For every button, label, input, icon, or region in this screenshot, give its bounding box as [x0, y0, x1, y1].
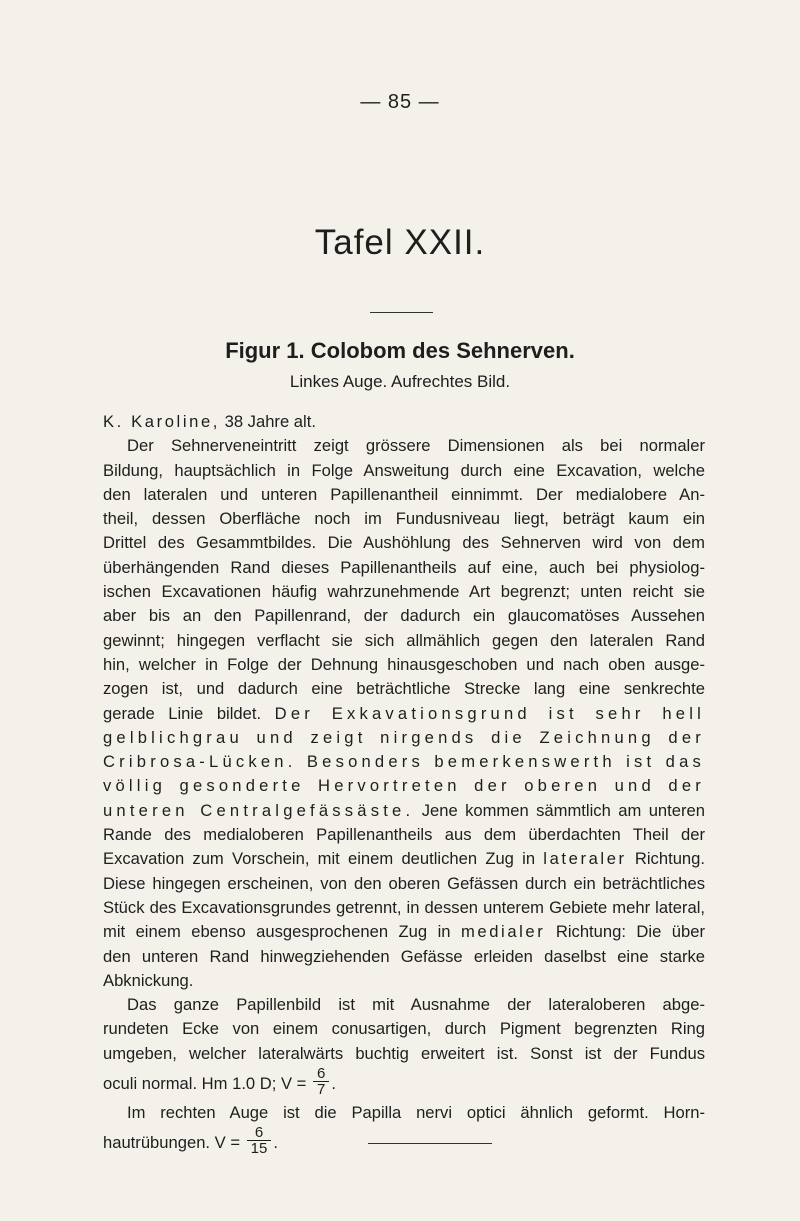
text-span: Jene kommen sämmtlich am unteren [421, 800, 705, 820]
figure-subtitle: Linkes Auge. Aufrechtes Bild. [289, 372, 511, 391]
text-span: oculi normal. Hm 1.0 D; V = [103, 1074, 307, 1094]
fraction-denominator: 7 [316, 1081, 326, 1099]
patient-age: 38 Jahre alt. [224, 412, 316, 431]
text-line [103, 1066, 705, 1101]
visus-fraction [247, 1125, 272, 1156]
text-span: Richtung. [634, 849, 705, 869]
text-line [103, 799, 705, 823]
text-line: ischen Excavationen häufig wahrzunehmende Art begrenzt; unten reicht sie [103, 582, 705, 602]
text-line: Das ganze Papillenbild ist mit Ausnahme der lateraloberen abge- [127, 995, 705, 1015]
emphasis-span: unteren Centralgefässäste. [103, 800, 415, 820]
visus-fraction [313, 1066, 329, 1097]
text-line [103, 702, 705, 726]
text-line: Abknickung. [103, 970, 194, 990]
emphasis-span: Der Exkavationsgrund ist sehr hell [274, 703, 705, 723]
text-span: Excavation zum Vorschein, mit einem deutlichen Zug in [103, 849, 536, 869]
emphasis-line: Cribrosa-Lücken. Besonders bemerkenswerth ist das [103, 752, 705, 772]
patient-name: K. Karoline, [103, 412, 220, 431]
emphasis-line: völlig gesonderte Hervortreten der oberen und der [103, 776, 705, 796]
patient-line [103, 410, 705, 434]
plate-title: Tafel XXII. [314, 223, 486, 262]
case-description [103, 410, 705, 1160]
title-divider [370, 312, 433, 313]
text-line: aber bis an den Papillenrand, der dadurch ein glaucomatöses Aussehen [103, 606, 705, 626]
text-line [103, 920, 705, 944]
text-line: zogen ist, und dadurch eine beträchtliche Strecke lang eine senkrechte [103, 679, 705, 699]
text-line: Der Sehnerveneintritt zeigt grössere Dimensionen als bei normaler [127, 436, 705, 456]
page-number: — 85 — [360, 91, 440, 113]
text-line: den unteren Rand hinwegziehenden Gefässe erleiden daselbst eine starke [103, 946, 705, 966]
text-span: . [331, 1074, 336, 1094]
text-span: Richtung: Die über [555, 922, 705, 942]
fraction-numerator: 6 [313, 1066, 329, 1082]
emphasis-line: gelblichgrau und zeigt nirgends die Zeichnung der [103, 727, 705, 747]
text-span: . [273, 1133, 278, 1153]
text-line: Bildung, hauptsächlich in Folge Answeitung durch eine Excavation, welche [103, 460, 705, 480]
text-line: Im rechten Auge ist die Papilla nervi optici ähnlich geformt. Horn- [127, 1103, 705, 1123]
text-span: gerade Linie bildet. [103, 703, 262, 723]
text-line: rundeten Ecke von einem conusartigen, durch Pigment begrenzten Ring [103, 1019, 705, 1039]
text-line: hin, welcher in Folge der Dehnung hinausgeschoben und nach oben ausge- [103, 654, 705, 674]
text-line: Rande des medialoberen Papillenantheils aus dem überdachten Theil der [103, 825, 705, 845]
text-line: theil, dessen Oberfläche noch im Fundusniveau liegt, beträgt kaum ein [103, 509, 705, 529]
text-span: mit einem ebenso ausgesprochenen Zug in [103, 922, 451, 942]
text-span: hautrübungen. V = [103, 1133, 241, 1153]
figure-title: Figur 1. Colobom des Sehnerven. [225, 338, 575, 363]
text-line: überhängenden Rand dieses Papillenantheils auf eine, auch bei physiolog- [103, 557, 705, 577]
text-line: umgeben, welcher lateralwärts buchtig erweitert ist. Sonst ist der Fundus [103, 1043, 705, 1063]
text-line: den lateralen und unteren Papillenantheil einnimmt. Der medialobere An- [103, 484, 705, 504]
text-line: gewinnt; hingegen verflacht sie sich allmählich gegen den lateralen Rand [103, 630, 705, 650]
text-line: Stück des Excavationsgrundes getrennt, in dessen unterem Gebiete mehr lateral, [103, 897, 705, 917]
text-line: Diese hingegen erscheinen, von den oberen Gefässen durch ein beträchtliches [103, 873, 705, 893]
emphasis-span: medialer [460, 922, 546, 942]
fraction-numerator: 6 [247, 1125, 272, 1141]
fraction-denominator: 15 [250, 1140, 268, 1158]
text-line [103, 847, 705, 871]
text-line: Drittel des Gesammtbildes. Die Aushöhlung des Sehnerven wird von dem [103, 533, 705, 553]
emphasis-span: lateraler [543, 849, 627, 869]
end-divider [368, 1143, 492, 1144]
